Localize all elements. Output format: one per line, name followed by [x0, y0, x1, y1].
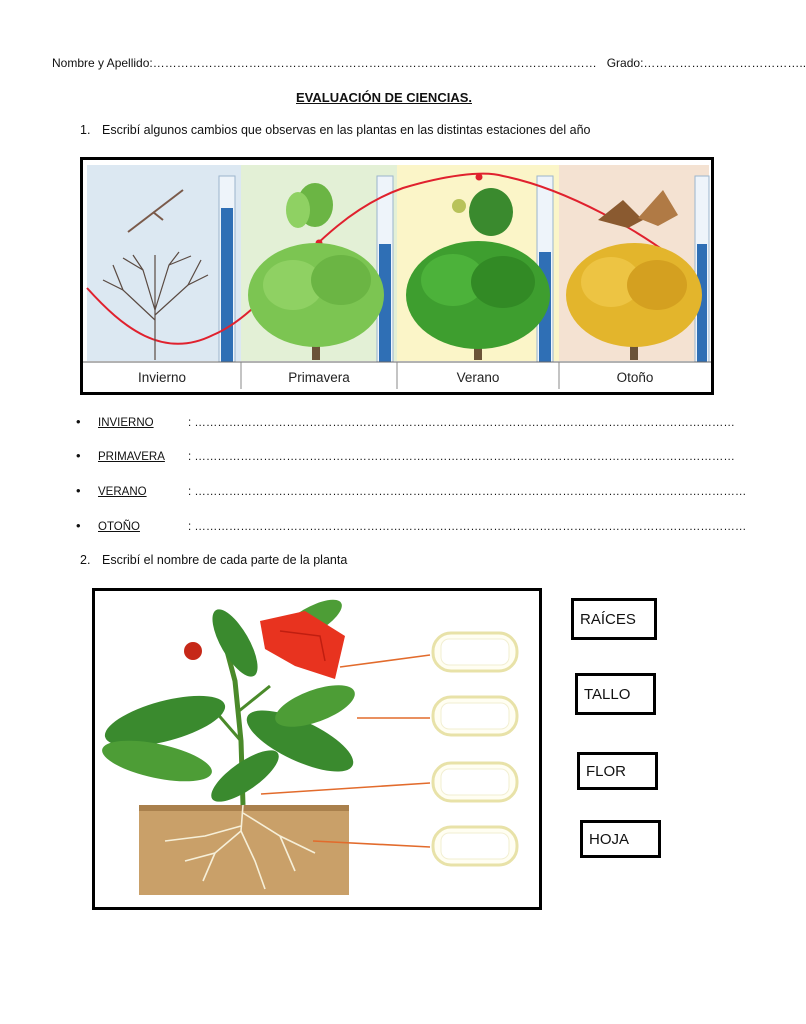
season-label-winter: Invierno — [137, 370, 187, 385]
answer-line-spring[interactable]: • PRIMAVERA: …………………………………………………………………………………………………………………………… — [76, 448, 735, 463]
thermometer-icon — [695, 176, 709, 362]
plant-figure — [92, 588, 542, 910]
thermometer-icon — [219, 176, 235, 362]
question-2: 2. Escribí el nombre de cada parte de la planta — [80, 553, 348, 567]
thermometer-icon — [377, 176, 393, 362]
word-flor[interactable]: FLOR — [577, 752, 658, 790]
season-label-summer: Verano — [456, 370, 500, 385]
flower-icon — [184, 611, 345, 679]
word-tallo[interactable]: TALLO — [575, 673, 656, 715]
name-field[interactable]: Nombre y Apellido:………………………………………………………………………………………………… — [52, 56, 597, 70]
grade-field[interactable]: Grado:………………………………….. — [606, 56, 806, 70]
answer-line-winter[interactable]: • INVIERNO : …………………………………………………………………………………………………………………………… — [76, 414, 735, 429]
word-raices[interactable]: RAÍCES — [571, 598, 657, 640]
page-title: EVALUACIÓN DE CIENCIAS. — [296, 90, 472, 105]
soil-block — [139, 805, 349, 895]
season-label-spring: Primavera — [288, 370, 350, 385]
word-hoja[interactable]: HOJA — [580, 820, 661, 858]
student-header — [52, 56, 806, 70]
answer-line-autumn[interactable]: •OTOÑO : ……………………………………………………………………………………………………………………………… — [76, 518, 747, 533]
winter-panel — [87, 165, 241, 361]
answer-line-summer[interactable]: • VERANO : ……………………………………………………………………………………………………………………………… — [76, 483, 747, 498]
season-label-autumn: Otoño — [616, 370, 654, 385]
seasons-figure — [80, 157, 714, 395]
question-1: 1. Escribí algunos cambios que observas en las plantas en las distintas estaciones del año — [80, 123, 591, 137]
answer-blank — [433, 633, 517, 865]
